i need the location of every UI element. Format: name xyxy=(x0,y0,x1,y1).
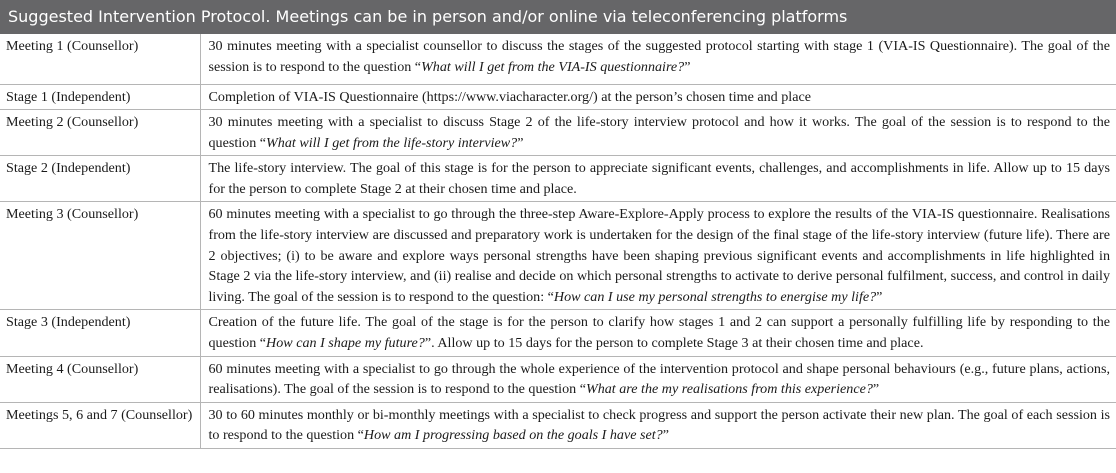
row-description xyxy=(200,202,1116,310)
question-text: How am I progressing based on the goals I have set? xyxy=(363,427,663,444)
row-label: Meeting 1 (Counsellor) xyxy=(0,34,200,84)
description-text-end: ” xyxy=(517,134,524,151)
table-row xyxy=(0,110,1116,156)
description-text: 30 minutes meeting with a specialist to discuss Stage 2 of the life-story interview protocol and how it works. The goal of the session is to respond to the question “ xyxy=(208,114,1110,151)
description-text: 60 minutes meeting with a specialist to go through the whole experience of the intervention protocol and shape personal behaviours (e.g., future plans, actions, realisations). The goal of the session is to respond to the question “ xyxy=(208,360,1110,398)
protocol-grid xyxy=(0,34,1116,449)
description-text-end: ” xyxy=(876,288,883,305)
row-description xyxy=(200,402,1116,448)
row-label: Stage 1 (Independent) xyxy=(0,84,200,110)
row-description xyxy=(200,84,1116,110)
description-text: The life-story interview. The goal of this stage is for the person to appreciate significant events, challenges, and accomplishments in life. Allow up to 15 days for the person to complete Stage 2 at their chosen time and place. xyxy=(208,160,1110,197)
row-label: Stage 2 (Independent) xyxy=(0,156,200,202)
description-text-end: ”. Allow up to 15 days for the person to complete Stage 3 at their chosen time and place. xyxy=(424,335,924,352)
row-description xyxy=(200,34,1116,84)
row-description xyxy=(200,110,1116,156)
table-row xyxy=(0,84,1116,110)
table-row xyxy=(0,356,1116,402)
question-text: How can I use my personal strengths to energise my life? xyxy=(553,288,877,305)
description-text-end: ” xyxy=(662,427,669,444)
description-text: 60 minutes meeting with a specialist to go through the three-step Aware-Explore-Apply process to explore the results of the VIA-IS questionnaire. Realisations from the life-story interview are discussed and preparatory work is undertaken for the design of the final stage of the life-story interview (future life). There are 2 objectives; (i) to be aware and explore ways personal strengths have been shaping previous significant events and accomplishments in life highlighted in Stage 2 via the life-story interview, and (ii) realise and decide on which personal strengths to activate to derive personal fulfilment, success, and control in daily living. The goal of the session is to respond to the question: “ xyxy=(208,206,1110,305)
description-text: Creation of the future life. The goal of the stage is for the person to clarify how stages 1 and 2 can support a personally fulfilling life by responding to the question “ xyxy=(208,314,1110,352)
row-label: Meetings 5, 6 and 7 (Counsellor) xyxy=(0,402,200,448)
question-text: What will I get from the life-story interview? xyxy=(266,134,518,151)
table-caption: Suggested Intervention Protocol. Meetings can be in person and/or online via teleconferencing platforms xyxy=(0,0,1116,34)
table-row xyxy=(0,402,1116,448)
description-text-end: ” xyxy=(684,58,691,75)
row-label: Meeting 3 (Counsellor) xyxy=(0,202,200,310)
row-description xyxy=(200,156,1116,202)
table-row xyxy=(0,34,1116,84)
row-label: Stage 3 (Independent) xyxy=(0,310,200,356)
description-text: Completion of VIA-IS Questionnaire (https://www.viacharacter.org/) at the person’s chosen time and place xyxy=(208,88,811,105)
question-text: How can I shape my future? xyxy=(266,335,425,352)
row-description xyxy=(200,310,1116,356)
table-row xyxy=(0,310,1116,356)
row-description xyxy=(200,356,1116,402)
table-row xyxy=(0,156,1116,202)
description-text-end: ” xyxy=(872,381,880,398)
question-text: What are the my realisations from this experience? xyxy=(585,381,873,398)
description-text: 30 minutes meeting with a specialist counsellor to discuss the stages of the suggested protocol starting with stage 1 (VIA-IS Questionnaire). The goal of the session is to respond to the question “ xyxy=(208,38,1110,75)
description-text: 30 to 60 minutes monthly or bi-monthly meetings with a specialist to check progress and support the person activate their new plan. The goal of each session is to respond to the question “ xyxy=(208,406,1110,444)
table-row xyxy=(0,202,1116,310)
row-label: Meeting 2 (Counsellor) xyxy=(0,110,200,156)
question-text: What will I get from the VIA-IS questionnaire? xyxy=(421,58,685,75)
row-label: Meeting 4 (Counsellor) xyxy=(0,356,200,402)
